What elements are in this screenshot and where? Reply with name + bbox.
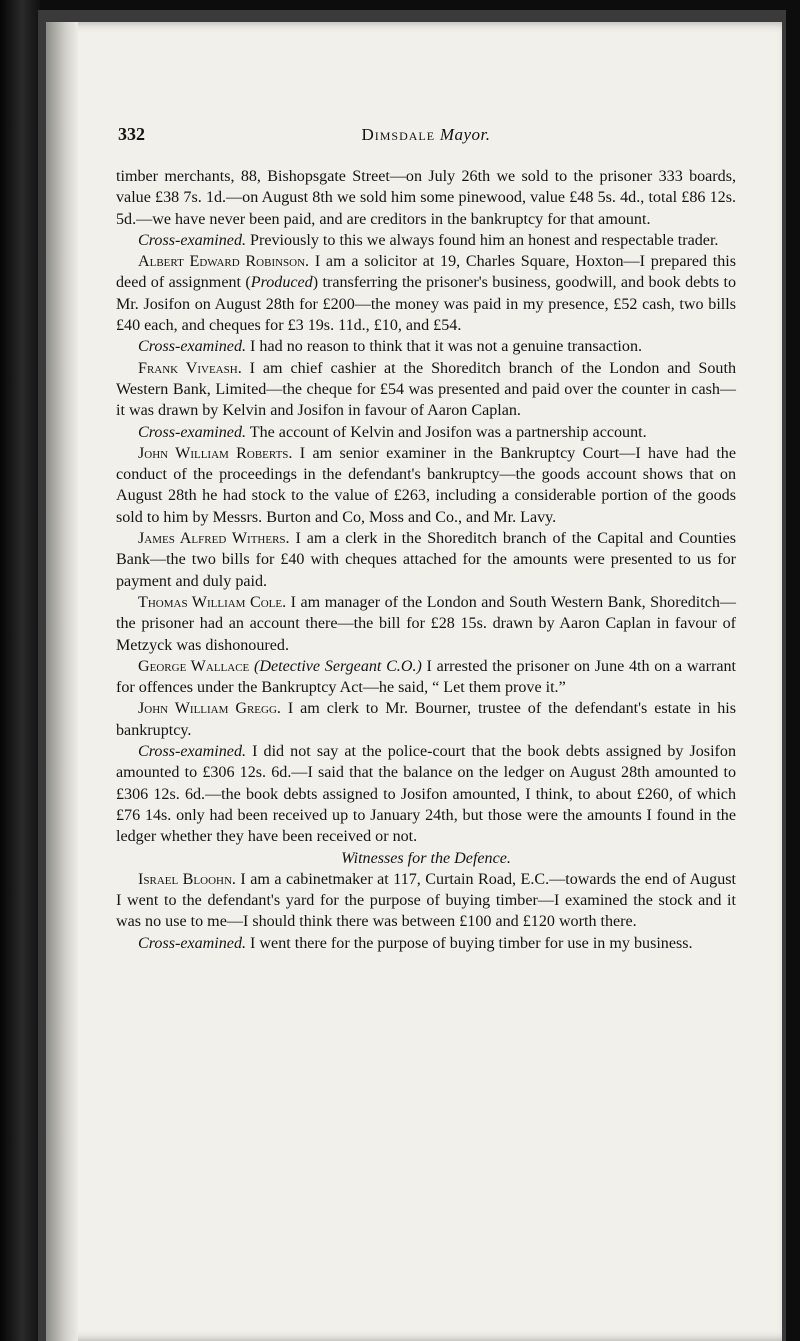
paragraph-text: I am manager of the London and South Western Bank, Shoreditch—the prisoner had an account there—the bill for £28 15s. drawn by Aaron Caplan in favour of Metzyck was dishonoured. xyxy=(116,593,736,654)
cross-examined-label: Cross-examined. xyxy=(138,934,247,952)
paragraph-witness-roberts xyxy=(116,443,736,528)
paragraph-witness-bloohn xyxy=(116,869,736,933)
witness-name: James Alfred Withers. xyxy=(138,530,290,548)
witness-name: George Wallace xyxy=(138,657,250,675)
paragraph-text: I am a cabinetmaker at 117, Curtain Road, E.C.—towards the end of August I went to the defendant's yard for the purpose of buying timber—I examined the stock and it was no use to me—I should think there was between £100 and £120 worth there. xyxy=(116,870,736,931)
paragraph-witness-wallace xyxy=(116,656,736,699)
paragraph-text: I am chief cashier at the Shoreditch branch of the London and South Western Bank, Limited—the cheque for £54 was presented and paid over the counter in cash—it was drawn by Kelvin and Josifon in favour of Aaron Caplan. xyxy=(116,359,736,420)
page-gutter xyxy=(46,22,78,1341)
paragraph-text: I arrested the prisoner on June 4th on a warrant for offences under the Bankruptcy Act—he said, “ Let them prove it.” xyxy=(116,657,736,697)
cross-examined-label: Cross-examined. xyxy=(138,743,247,761)
witness-name: Albert Edward Robinson. xyxy=(138,253,310,271)
running-head-title: Mayor. xyxy=(439,125,491,144)
cross-examined-label: Cross-examined. xyxy=(138,231,247,249)
paragraph-text: I went there for the purpose of buying timber for use in my business. xyxy=(246,934,693,952)
paragraph-text: The account of Kelvin and Josifon was a partnership account. xyxy=(246,423,647,441)
paragraph-witness-cole xyxy=(116,592,736,656)
witness-role: (Detective Sergeant C.O.) xyxy=(253,657,422,675)
paragraph-text: I am senior examiner in the Bankruptcy Court—I have had the conduct of the proceedings in the defendant's bankruptcy—the goods account shows that on August 28th he had stock to the value of £263, including a considerable portion of the goods sold to him by Messrs. Burton and Co, Moss and Co., and Mr. Lavy. xyxy=(116,444,736,526)
paragraph-continuation xyxy=(116,166,736,230)
paragraph-cross-examined xyxy=(116,422,736,443)
page-content xyxy=(116,124,736,954)
running-head xyxy=(116,124,736,145)
paragraph-text: I am a solicitor at 19, Charles Square, Hoxton—I prepared this deed of assignment ( xyxy=(116,253,736,292)
scanned-page xyxy=(46,22,782,1341)
paragraph-witness-withers xyxy=(116,528,736,592)
witness-name: Frank Viveash. xyxy=(138,359,242,377)
paragraph-text: ) transferring the prisoner's business, goodwill, and book debts to Mr. Josifon on August 28th for £200—the money was paid in my presence, £52 cash, two bills £40 each, and cheques for £3 19s. 11d., £10, and £54. xyxy=(116,274,736,335)
section-heading: Witnesses for the Defence. xyxy=(341,849,511,867)
paragraph-text: I am a clerk in the Shoreditch branch of the Capital and Counties Bank—the two bills for £40 with cheques attached for the amounts were presented to us for payment and duly paid. xyxy=(116,530,736,590)
witness-name: Thomas William Cole. xyxy=(138,593,287,611)
book-binding-edge xyxy=(0,0,40,1341)
page-header xyxy=(116,124,736,154)
paragraph-text: I did not say at the police-court that the book debts assigned by Josifon amounted to £306 12s. 6d.—I said that the balance on the ledger on August 28th amounted to £306 12s. 6d.—the book debts assigned to Josifon amounted, I think, to about £260, of which £76 14s. only had been received up to January 24th, but those were the amounts I found in the ledger whether they have been received or not. xyxy=(116,743,736,846)
page-number: 332 xyxy=(118,124,145,144)
paragraph-witness-viveash xyxy=(116,358,736,422)
paragraph-cross-examined xyxy=(116,230,736,251)
paragraph-text: I am clerk to Mr. Bourner, trustee of the defendant's estate in his bankruptcy. xyxy=(116,700,736,739)
running-head-name: Dimsdale xyxy=(361,125,436,144)
paragraph-cross-examined xyxy=(116,741,736,847)
paragraph-text: I had no reason to think that it was not a genuine transaction. xyxy=(246,338,643,356)
witness-name: Israel Bloohn. xyxy=(138,870,236,888)
paragraph-witness-gregg xyxy=(116,698,736,741)
cross-examined-label: Cross-examined. xyxy=(138,338,247,356)
paragraph-witness-robinson xyxy=(116,251,736,336)
paragraph-cross-examined xyxy=(116,336,736,357)
witness-name: John William Gregg. xyxy=(138,700,281,718)
paragraph-italic: Produced xyxy=(250,274,313,292)
witness-name: John William Roberts. xyxy=(138,444,293,462)
paragraph-text: Previously to this we always found him an honest and respectable trader. xyxy=(246,231,719,249)
paragraph-cross-examined xyxy=(116,933,736,954)
paragraph-text: timber merchants, 88, Bishopsgate Street—on July 26th we sold to the prisoner 333 boards, value £38 7s. 1d.—on August 8th we sold him some pinewood, value £48 5s. 4d., total £86 12s. 5d.—we have never been paid, and are creditors in the bankruptcy for that amount. xyxy=(116,168,736,228)
cross-examined-label: Cross-examined. xyxy=(138,423,247,441)
